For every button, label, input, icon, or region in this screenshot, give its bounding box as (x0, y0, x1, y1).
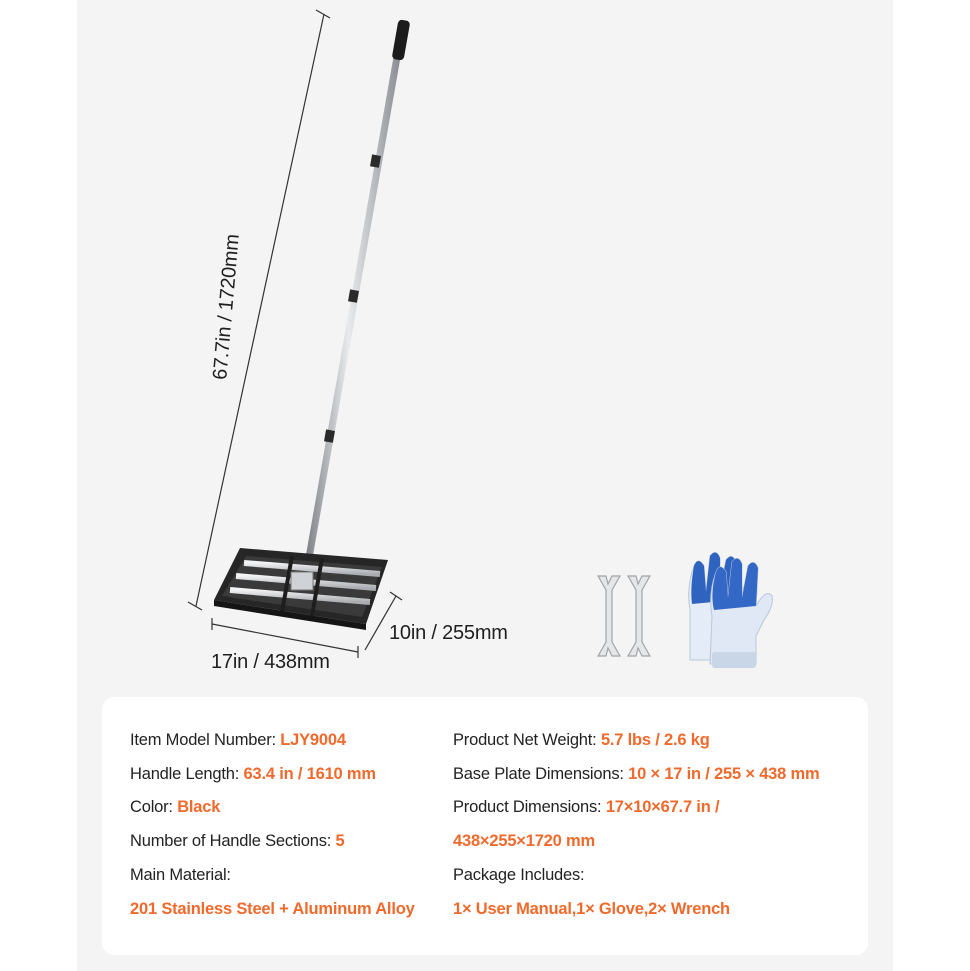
spec-value: 5 (335, 832, 345, 850)
spec-package-value (453, 900, 730, 919)
wrench-icon (598, 576, 620, 656)
spec-value: 1× User Manual,1× Glove,2× Wrench (453, 900, 730, 918)
spec-product-dimensions (453, 798, 719, 817)
spec-label: Product Net Weight: (453, 731, 601, 749)
spec-package-label: Package Includes: (453, 866, 585, 884)
spec-value: 201 Stainless Steel + Aluminum Alloy (130, 900, 415, 918)
spec-color (130, 798, 220, 817)
width-dimension-label: 17in / 438mm (211, 651, 330, 673)
spec-value: 5.7 lbs / 2.6 kg (600, 731, 710, 749)
spec-value: LJY9004 (280, 731, 346, 749)
base-frame (214, 548, 388, 630)
spec-label: Handle Length: (130, 765, 244, 783)
spec-label: Number of Handle Sections: (130, 832, 336, 850)
spec-value: Black (177, 798, 221, 816)
spec-material-label: Main Material: (130, 866, 231, 884)
spec-value: 17×10×67.7 in / (605, 798, 720, 816)
spec-label: Item Model Number: (130, 731, 281, 749)
glove-icon (689, 552, 773, 668)
spec-value: 63.4 in / 1610 mm (243, 765, 376, 783)
spec-handle-sections (130, 832, 345, 851)
spec-label: Color: (130, 798, 178, 816)
depth-dimension-label: 10in / 255mm (389, 622, 508, 644)
spec-value: 438×255×1720 mm (453, 832, 595, 850)
spec-product-dimensions-line2 (453, 832, 595, 851)
spec-base-plate (453, 765, 819, 784)
spec-handle-length (130, 765, 376, 784)
spec-label: Base Plate Dimensions: (453, 765, 629, 783)
height-dimension-label: 67.7in / 1720mm (209, 233, 244, 381)
handle (306, 19, 410, 575)
spec-value: 10 × 17 in / 255 × 438 mm (628, 765, 820, 783)
wrench-icon (628, 576, 650, 656)
spec-material-value (130, 900, 415, 919)
spec-model (130, 731, 346, 750)
spec-net-weight (453, 731, 710, 750)
spec-label: Product Dimensions: (453, 798, 606, 816)
